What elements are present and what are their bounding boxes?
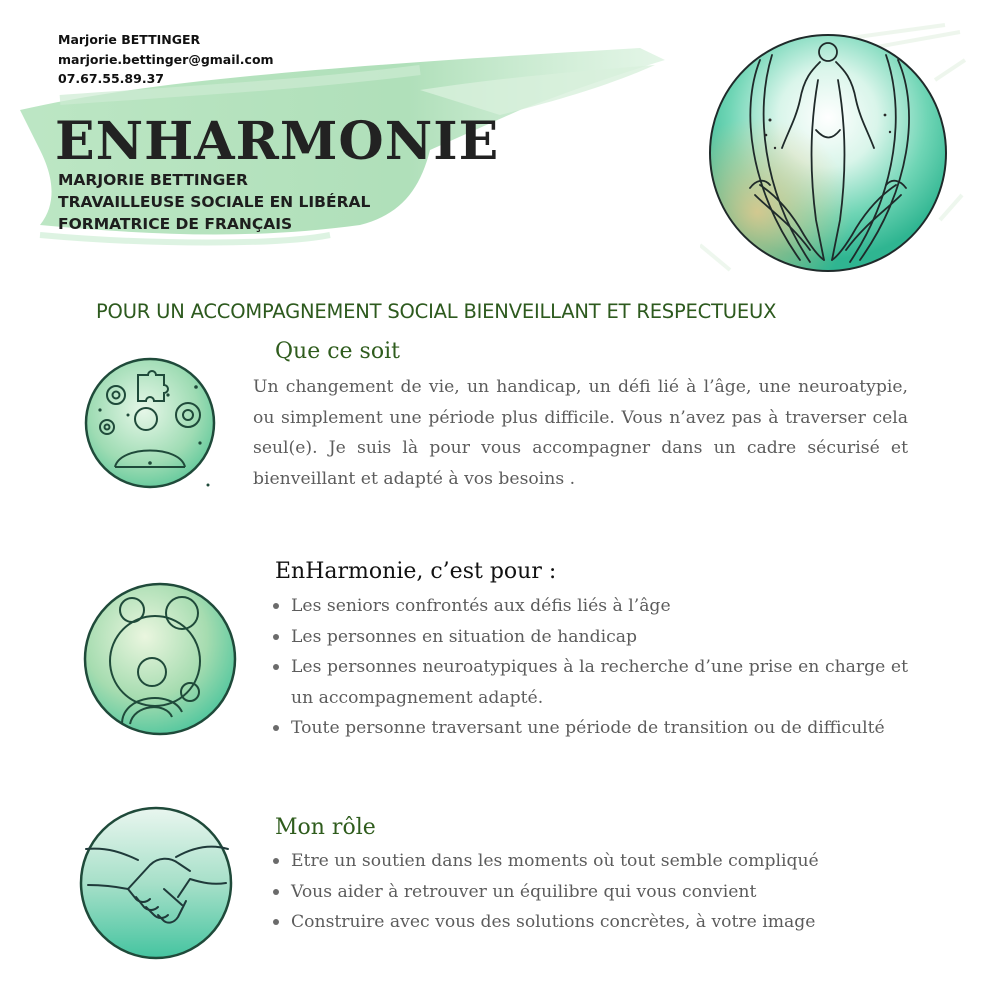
list-item: Construire avec vous des solutions concrètes, à votre image bbox=[254, 907, 914, 938]
section3-title: Mon rôle bbox=[275, 815, 376, 840]
list-item: Les personnes en situation de handicap bbox=[254, 622, 908, 653]
list-item: Les personnes neuroatypiques à la recherche d’une prise en charge et un accompagnement adapté. bbox=[254, 652, 908, 713]
section2-list bbox=[254, 591, 908, 744]
list-item: Vous aider à retrouver un équilibre qui vous convient bbox=[254, 877, 914, 908]
contact-name: Marjorie BETTINGER bbox=[58, 32, 201, 47]
section3-list bbox=[254, 846, 914, 938]
brand-title: ENHARMONIE bbox=[55, 111, 500, 172]
subtitle-line: MARJORIE BETTINGER bbox=[58, 171, 248, 189]
section2-title: EnHarmonie, c’est pour : bbox=[275, 559, 557, 584]
tagline: POUR UN ACCOMPAGNEMENT SOCIAL BIENVEILLANT ET RESPECTUEUX bbox=[96, 300, 777, 323]
section1-text: Un changement de vie, un handicap, un défi lié à l’âge, une neuroatypie, ou simplement une période plus difficile. Vous n’avez pas à traverser cela seul(e). Je suis là pour vous accompagner dans un cadre sécurisé et bienveillant et adapté à vos besoins . bbox=[253, 377, 908, 489]
section1-title: Que ce soit bbox=[275, 339, 400, 364]
puzzle-gears-icon bbox=[80, 355, 220, 495]
contact-email[interactable]: marjorie.bettinger@gmail.com bbox=[58, 51, 274, 67]
contact-block bbox=[58, 30, 274, 89]
list-item: Les seniors confrontés aux défis liés à l’âge bbox=[254, 591, 908, 622]
subtitle-line: TRAVAILLEUSE SOCIALE EN LIBÉRAL bbox=[58, 193, 371, 211]
list-item: Etre un soutien dans les moments où tout semble compliqué bbox=[254, 846, 914, 877]
circles-icon bbox=[80, 582, 240, 742]
handshake-icon bbox=[78, 805, 236, 963]
subtitle-line: FORMATRICE DE FRANÇAIS bbox=[58, 215, 293, 233]
list-item: Toute personne traversant une période de transition ou de difficulté bbox=[254, 713, 908, 744]
contact-phone[interactable]: 07.67.55.89.37 bbox=[58, 71, 164, 86]
woman-hands-illustration bbox=[700, 20, 970, 280]
subtitle-block bbox=[58, 169, 370, 235]
